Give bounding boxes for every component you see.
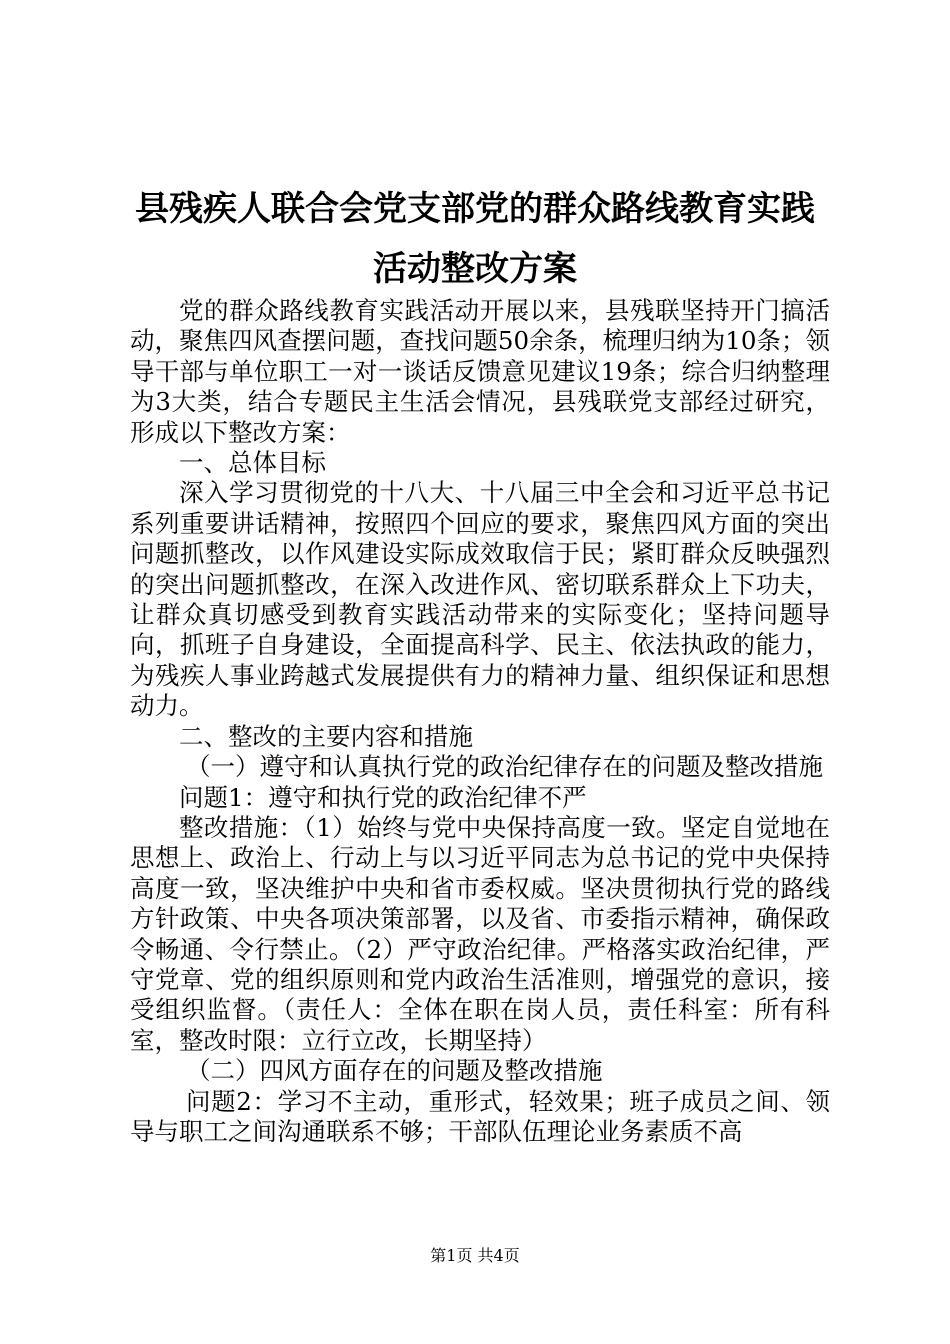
section-heading-main-content: 二、整改的主要内容和措施 <box>179 721 473 751</box>
paragraph-overall-goal: 深入学习贯彻党的十八大、十八届三中全会和习近平总书记系列重要讲话精神，按照四个回应的要求，聚焦四风方面的突出问题抓整改，以作风建设实际成效取信于民；紧盯群众反映强烈的突出问题抓整改，在深入改进作风、密切联系群众上下功夫，让群众真切感受到教育实践活动带来的实际变化；坚持问题导向，抓班子自身建设，全面提高科学、民主、依法执政的能力，为残疾人事业跨越式发展提供有力的精神力量、组织保证和思想动力。 <box>130 478 830 721</box>
subsection-heading-political-discipline: （一）遵守和认真执行党的政治纪律存在的问题及整改措施 <box>186 752 823 782</box>
document-title-line-2: 活动整改方案 <box>373 249 577 289</box>
measures-1: 整改措施：（1）始终与党中央保持高度一致。坚定自觉地在思想上、政治上、行动上与以习近平同志为总书记的党中央保持高度一致，坚决维护中央和省市委权威。坚决贯彻执行党的路线方针政策、中央各项决策部署，以及省、市委指示精神，确保政令畅通、令行禁止。（2）严守政治纪律。严格落实政治纪律，严守党章、党的组织原则和党内政治生活准则，增强党的意识，接受组织监督。（责任人：全体在职在岗人员，责任科室：所有科室，整改时限：立行立改，长期坚持） <box>130 812 830 1055</box>
document-body <box>130 296 830 1147</box>
section-heading-overall-goal: 一、总体目标 <box>179 448 326 478</box>
page-number-footer: 第1页 共4页 <box>430 1246 520 1265</box>
paragraph-intro: 党的群众路线教育实践活动开展以来，县残联坚持开门搞活动，聚焦四风查摆问题，查找问题50余条，梳理归纳为10条；领导干部与单位职工一对一谈话反馈意见建议19条；综合归纳整理为3大类，结合专题民主生活会情况，县残联党支部经过研究，形成以下整改方案： <box>130 296 830 447</box>
problem-1: 问题1：遵守和执行党的政治纪律不严 <box>179 782 587 812</box>
problem-2: 问题2：学习不主动，重形式，轻效果；班子成员之间、领导与职工之间沟通联系不够；干部队伍理论业务素质不高 <box>130 1086 830 1146</box>
document-title-line-1: 县残疾人联合会党支部党的群众路线教育实践 <box>135 189 815 229</box>
subsection-heading-four-styles: （二）四风方面存在的问题及整改措施 <box>186 1056 603 1086</box>
